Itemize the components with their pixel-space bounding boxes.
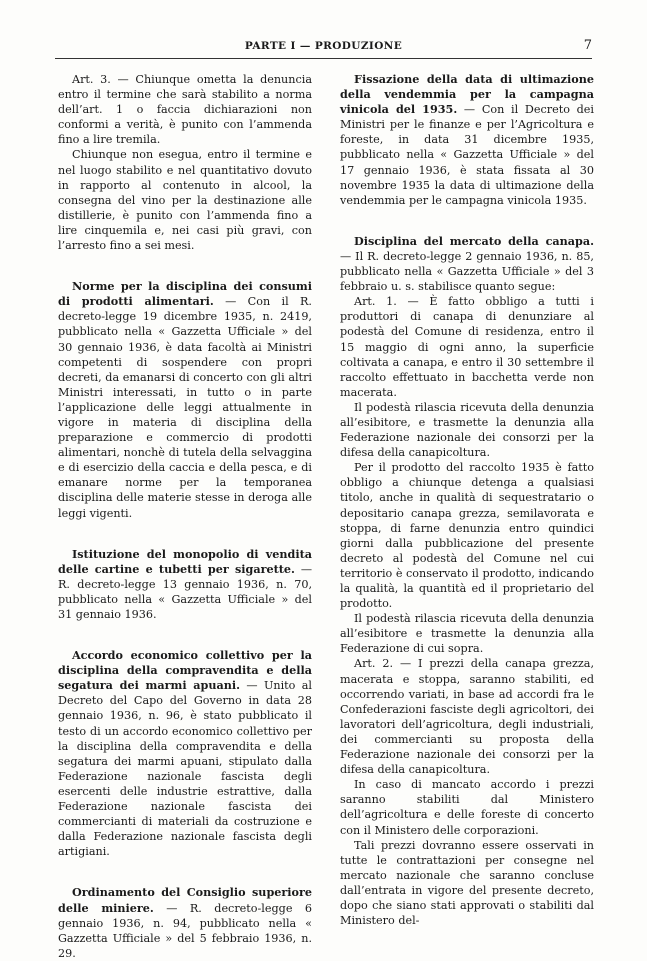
section-text: — Con il R. decreto-legge 19 dicembre 1935, n. 2419, pubblicato nella « Gazzetta Ufficiale » del 30 gennaio 1936, è data facoltà ai Ministri competenti di sospendere con propri decreti, da emanarsi di concerto con gli altri Ministri interessati, in tutto o in parte l’applicazione delle leggi attualmente in vigore in materia di disciplina della preparazione e commercio di prodotti alimentari, nonchè di tutela della selvaggina e di esercizio della caccia e della pesca, e di emanare norme per la temporanea disciplina delle materie stesse in deroga alle leggi vigenti. — [58, 295, 312, 520]
section-text: — R. decreto-legge 6 gennaio 1936, n. 94, pubblicato nella « Gazzetta Ufficiale » del 5 febbraio 1936, n. 29. — [58, 901, 312, 960]
section-title: Accordo economico collettivo per la disciplina della compravendita e della segatura dei marmi apuani. — [58, 648, 312, 693]
section-title: Ordinamento del Consiglio superiore delle miniere. — [58, 885, 312, 915]
left-column — [58, 72, 312, 961]
section-title: Fissazione della data di ultimazione della vendemmia per la campagna vinicola del 1935. — [340, 72, 594, 117]
art3-paragraph: Art. 3. — Chiunque ometta la denuncia entro il termine che sarà stabilito a norma dell’art. 1 o faccia dichiarazioni non conformi a verità, è punito con l’ammenda fino a lire tremila. — [58, 73, 312, 147]
section-text: — Unito al Decreto del Capo del Governo in data 28 gennaio 1936, n. 96, è stato pubblicato il testo di un accordo economico collettivo per la disciplina della compravendita e della segatura dei marmi apuani, stipulato dalla Federazione nazionale fascista degli esercenti delle industrie estrattive, dalla Federazione nazionale fascista dei commercianti di materiali da costruzione e dalla Federazione nazionale fascista degli artigiani. — [58, 679, 312, 859]
section-text: — Con il Decreto dei Ministri per le finanze e per l’Agricoltura e foreste, in data 31 dicembre 1935, pubblicato nella « Gazzetta Ufficiale » del 17 gennaio 1936, è stata fissata al 30 novembre 1935 la data di ultimazione della vendemmia per le campagna vinicola 1935. — [340, 103, 594, 207]
podesta-second-paragraph: Il podestà rilascia ricevuta della denunzia all’esibitore e trasmette la denunzia alla Federazione di cui sopra. — [340, 612, 594, 656]
mancato-accordo-paragraph: In caso di mancato accordo i prezzi saranno stabiliti dal Ministero dell’agricoltura e delle foreste di concerto con il Ministero delle corporazioni. — [340, 778, 594, 837]
section-title: Istituzione del monopolio di vendita delle cartine e tubetti per sigarette. — [58, 546, 312, 576]
section-ordinamento-miniere — [58, 885, 312, 960]
podesta-paragraph: Il podestà rilascia ricevuta della denunzia all’esibitore, e trasmette la denunzia alla Federazione nazionale dei consorzi per la difesa della canapicoltura. — [340, 400, 594, 460]
right-column — [340, 72, 594, 928]
section-title: Disciplina del mercato della canapa. — [354, 233, 594, 248]
page-header — [55, 40, 592, 60]
page-number: 7 — [583, 38, 592, 53]
section-accordo-marmi — [58, 648, 312, 859]
section-text: — Il R. decreto-legge 2 gennaio 1936, n. 85, pubblicato nella « Gazzetta Ufficiale » del 3 febbraio u. s. stabilisce quanto segue: — [340, 249, 594, 294]
raccolto-1935-paragraph: Per il prodotto del raccolto 1935 è fatto obbligo a chiunque detenga a qualsiasi titolo, anche in qualità di sequestratario o depositario canapa grezza, semilavorata e stoppa, di farne denunzia entro quindici giorni dalla pubblicazione del presente decreto al podestà del Comune nel cui territorio è conservato il prodotto, indicando la qualità, la quantità ed il proprietario del prodotto. — [340, 461, 594, 611]
art2-paragraph: Art. 2. — I prezzi della canapa grezza, macerata e stoppa, saranno stabiliti, ed occorrendo variati, in base ad accordi fra le Confederazioni fasciste degli agricoltori, dei lavoratori dell’agricoltura, degli industriali, dei commercianti su proposta della Federazione nazionale dei consorzi per la difesa della canapicoltura. — [340, 657, 594, 777]
section-text: — R. decreto-legge 13 gennaio 1936, n. 70, pubblicato nella « Gazzetta Ufficiale » del 31 gennaio 1936. — [58, 562, 313, 621]
running-title: PARTE I — PRODUZIONE — [244, 40, 403, 52]
tali-prezzi-paragraph: Tali prezzi dovranno essere osservati in tutte le contrattazioni per consegne nel mercato nazionale che saranno concluse dall’entrata in vigore del presente decreto, dopo che siano stati approvati o stabiliti dal Ministero del- — [340, 838, 594, 928]
art3-second-paragraph: Chiunque non esegua, entro il termine e nel luogo stabilito e nel quantitativo dovuto in rapporto al contenuto in alcool, la consegna del vino per la destinazione alle distillerie, è punito con l’ammenda fino a lire cinquemila e, nei casi più gravi, con l’arresto fino a sei mesi. — [58, 148, 312, 253]
art1-paragraph: Art. 1. — È fatto obbligo a tutti i produttori di canapa di denunziare al podestà del Comune di residenza, entro il 15 maggio di ogni anno, la superficie coltivata a canapa, e entro il 30 settembre il raccolto effettuato in bacchetta verde non macerata. — [340, 295, 594, 399]
section-norme-consumi — [58, 279, 312, 521]
section-mercato-canapa — [340, 234, 594, 294]
section-title: Norme per la disciplina dei consumi di prodotti alimentari. — [58, 279, 312, 309]
header-rule — [55, 58, 592, 59]
section-monopolio-cartine — [58, 547, 312, 622]
section-vendemmia — [340, 72, 594, 208]
